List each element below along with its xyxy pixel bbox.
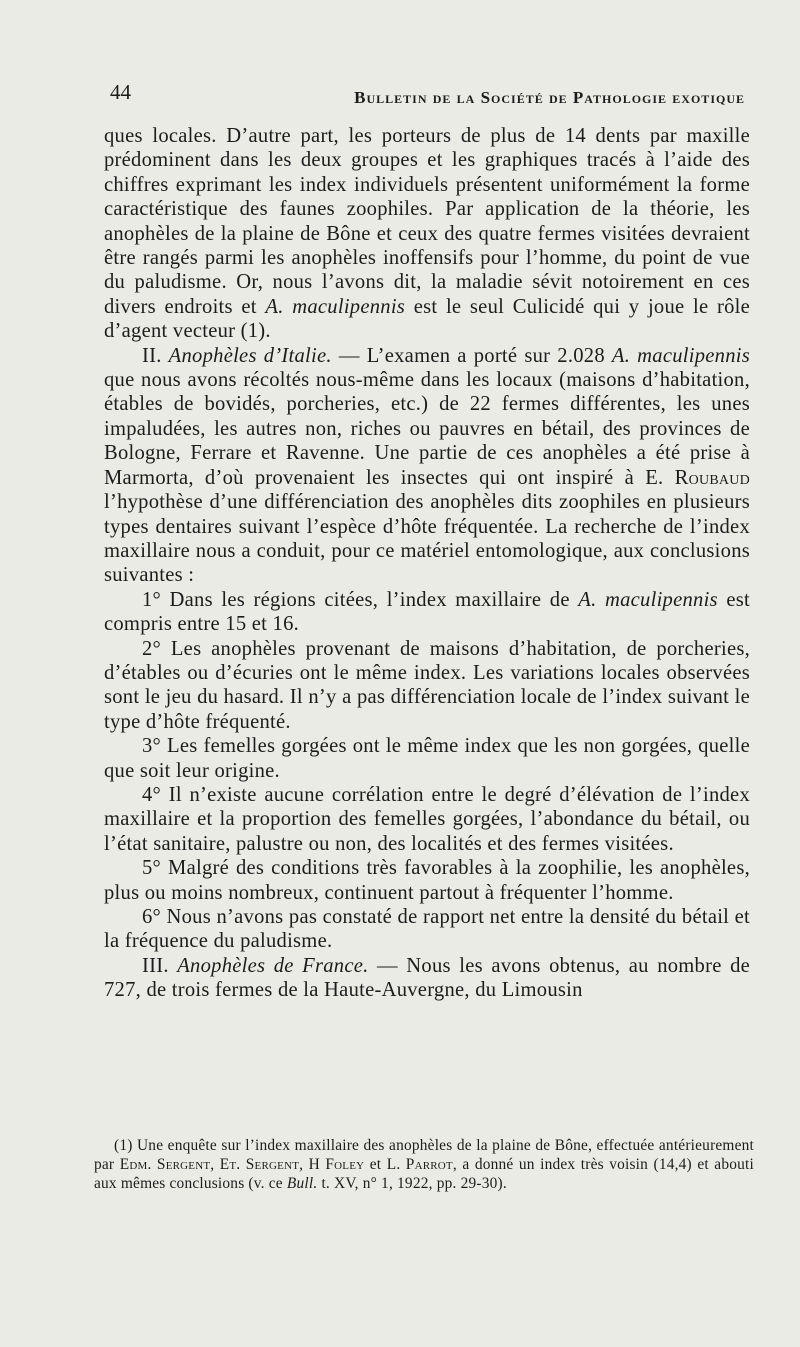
page-header (110, 78, 745, 108)
paragraph-intro: ques locales. D’autre part, les porteurs de plus de 14 dents par maxille prédominent dans les deux groupes et les graphiques tracés à l’aide des chiffres exprimant les index individuels présentent uniformément la forme caractéristique des faunes zoophiles. Par application de la théorie, les anophèles de la plaine de Bône et ceux des quatre fermes visitées devraient être rangés parmi les anophèles inoffensifs pour l’homme, du point de vue du paludisme. Or, nous l’avons dit, la maladie sévit notoirement en ces divers endroits et A. maculipennis est le seul Culicidé qui y joue le rôle d’agent vecteur (1). (104, 125, 751, 343)
body-text (104, 124, 750, 1003)
section-heading-france: Anophèles de France. (177, 954, 369, 977)
species-name: A. maculipennis (578, 588, 718, 611)
conclusion-1: 1° Dans les régions citées, l’index maxillaire de A. maculipennis est compris entre 15 et 16. (104, 588, 750, 636)
section-italy: II. Anophèles d’Italie. — L’examen a porté sur 2.028 A. maculipennis que nous avons récoltés nous-même dans les locaux (maisons d’habitation, étables de bovidés, porcheries, etc.) de 22 fermes différentes, les unes impaludées, les autres non, riches ou pauvres en bétail, des provinces de Bologne, Ferrare et Ravenne. Une partie de ces anophèles a été prise à Marmorta, d’où provenaient les insectes qui ont inspiré à E. Roubaud l’hypothèse d’une différenciation des anophèles dits zoophiles en plusieurs types dentaires suivant l’espèce d’hôte fréquentée. La recherche de l’index maxillaire nous a conduit, pour ce matériel entomologique, aux conclusions suivantes : (104, 344, 751, 587)
footnote-1: (1) Une enquête sur l’index maxillaire des anophèles de la plaine de Bône, effectuée antérieurement par Edm. Sergent, Et. Sergent, H Foley et L. Parrot, a donné un index très voisin (14,4) et abouti aux mêmes conclusions (v. ce Bull. t. XV, n° 1, 1922, pp. 29-30). (94, 1137, 754, 1192)
species-name: A. maculipennis (611, 344, 751, 367)
author-name: Edm. Sergent (119, 1156, 211, 1173)
section-france: III. Anophèles de France. — Nous les avons obtenus, au nombre de 727, de trois fermes de la Haute-Auvergne, du Limousin (104, 954, 751, 1002)
author-name: L. Parrot (386, 1156, 453, 1173)
section-heading-italy: Anophèles d’Italie. (168, 344, 332, 367)
conclusion-4: 4° Il n’existe aucune corrélation entre le degré d’élévation de l’index maxillaire et la proportion des femelles gorgées, l’abondance du bétail, ou l’état sanitaire, palustre ou non, des localités et des fermes visitées. (104, 783, 750, 855)
author-name: Roubaud (674, 466, 750, 489)
conclusion-2: 2° Les anophèles provenant de maisons d’habitation, de porcheries, d’étables ou d’écuries ont le même index. Les variations locales observées sont le jeu du hasard. Il n’y a pas différenciation locale de l’index suivant le type d’hôte fréquenté. (104, 637, 750, 733)
species-name: A. maculipennis (265, 295, 406, 318)
page-number: 44 (110, 80, 131, 104)
conclusion-5: 5° Malgré des conditions très favorables à la zoophilie, les anophèles, plus ou moins nombreux, continuent partout à fréquenter l’homme. (104, 857, 750, 904)
author-name: H Foley (308, 1156, 365, 1173)
conclusion-3: 3° Les femelles gorgées ont le même index que les non gorgées, quelle que soit leur origine. (104, 735, 750, 782)
journal-abbrev: Bull. (286, 1175, 318, 1192)
running-title: Bulletin de la Société de Pathologie exotique (354, 88, 745, 107)
conclusion-6: 6° Nous n’avons pas constaté de rapport net entre la densité du bétail et la fréquence du paludisme. (104, 906, 750, 953)
footnote (94, 1136, 754, 1193)
author-name: Et. Sergent (219, 1156, 300, 1173)
